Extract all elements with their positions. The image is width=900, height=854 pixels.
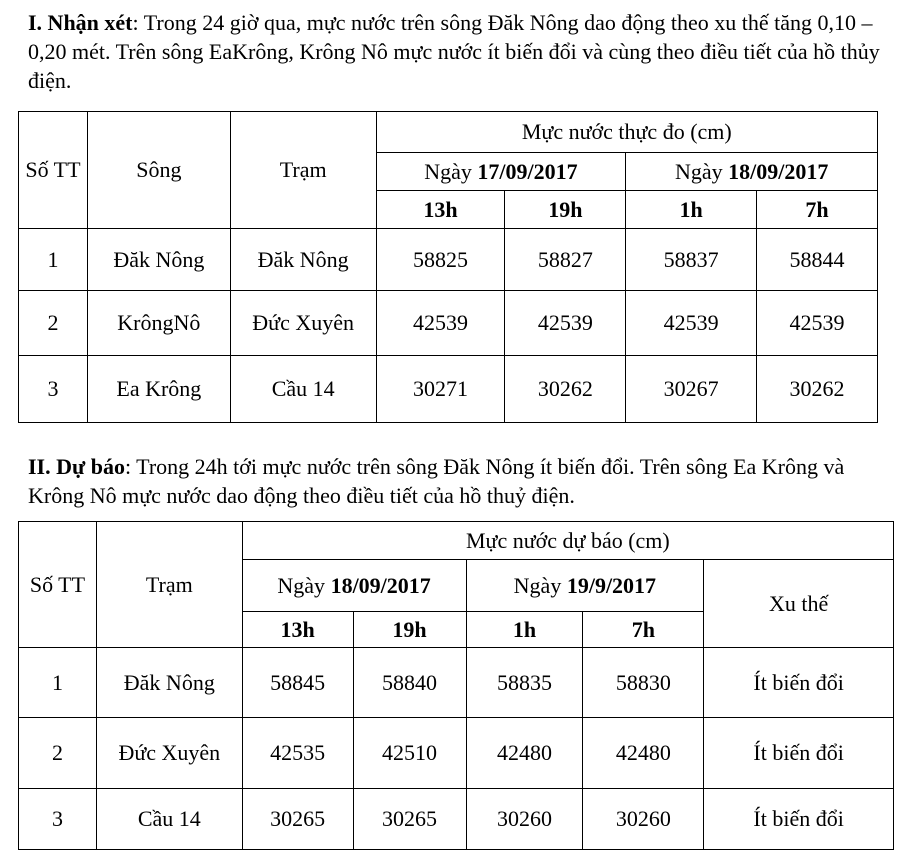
cell-value: 30265	[242, 789, 353, 850]
table-row	[19, 291, 878, 356]
cell-station: Cầu 14	[230, 356, 376, 423]
cell-value: 58825	[376, 229, 505, 291]
cell-value: 30260	[466, 789, 583, 850]
cell-stt: 1	[19, 648, 97, 718]
header-hour: 13h	[376, 191, 505, 229]
table-row	[19, 648, 894, 718]
header-day-1: Ngày 17/09/2017	[376, 153, 626, 191]
cell-value: 58830	[583, 648, 704, 718]
header-trend: Xu thế	[704, 560, 894, 648]
header-day-2: Ngày 19/9/2017	[466, 560, 704, 612]
cell-river: Đăk Nông	[87, 229, 230, 291]
cell-stt: 2	[19, 718, 97, 789]
cell-value: 30265	[353, 789, 466, 850]
cell-value: 42480	[583, 718, 704, 789]
cell-station: Đăk Nông	[96, 648, 242, 718]
header-hour: 19h	[353, 612, 466, 648]
cell-value: 42510	[353, 718, 466, 789]
observation-text: : Trong 24 giờ qua, mực nước trên sông Đăk Nông dao động theo xu thế tăng 0,10 – 0,20 mét. Trên sông EaKrông, Krông Nô mực nước ít biến đổi và cùng theo điều tiết của hồ thủy điện.	[28, 10, 880, 93]
header-hour: 7h	[583, 612, 704, 648]
cell-value: 58835	[466, 648, 583, 718]
cell-value: 42539	[626, 291, 757, 356]
header-forecast-level: Mực nước dự báo (cm)	[242, 522, 893, 560]
table-row	[19, 789, 894, 850]
cell-stt: 3	[19, 789, 97, 850]
header-river: Sông	[87, 112, 230, 229]
header-station: Trạm	[96, 522, 242, 648]
cell-value: 58845	[242, 648, 353, 718]
section-observation	[28, 8, 888, 95]
cell-value: 58837	[626, 229, 757, 291]
cell-trend: Ít biến đổi	[704, 648, 894, 718]
header-hour: 13h	[242, 612, 353, 648]
header-hour: 1h	[466, 612, 583, 648]
header-measured-level: Mực nước thực đo (cm)	[376, 112, 877, 153]
cell-value: 30262	[757, 356, 878, 423]
cell-value: 30271	[376, 356, 505, 423]
cell-value: 58844	[757, 229, 878, 291]
cell-value: 30262	[505, 356, 626, 423]
cell-value: 42480	[466, 718, 583, 789]
cell-value: 42535	[242, 718, 353, 789]
cell-value: 42539	[505, 291, 626, 356]
table-row	[19, 229, 878, 291]
forecast-water-level-table	[18, 521, 894, 850]
cell-station: Đức Xuyên	[230, 291, 376, 356]
cell-station: Cầu 14	[96, 789, 242, 850]
observation-heading: I. Nhận xét	[28, 10, 133, 35]
forecast-text: : Trong 24h tới mực nước trên sông Đăk Nông ít biến đổi. Trên sông Ea Krông và Krông Nô mực nước dao động theo điều tiết của hồ thuỷ điện.	[28, 454, 845, 508]
cell-river: KrôngNô	[87, 291, 230, 356]
header-station: Trạm	[230, 112, 376, 229]
cell-value: 42539	[376, 291, 505, 356]
cell-trend: Ít biến đổi	[704, 789, 894, 850]
cell-value: 58840	[353, 648, 466, 718]
section-forecast	[28, 452, 888, 510]
cell-river: Ea Krông	[87, 356, 230, 423]
cell-station: Đăk Nông	[230, 229, 376, 291]
forecast-heading: II. Dự báo	[28, 454, 125, 479]
cell-value: 58827	[505, 229, 626, 291]
header-hour: 7h	[757, 191, 878, 229]
cell-stt: 3	[19, 356, 88, 423]
header-day-1: Ngày 18/09/2017	[242, 560, 466, 612]
table-row	[19, 356, 878, 423]
header-hour: 1h	[626, 191, 757, 229]
header-stt: Số TT	[19, 522, 97, 648]
cell-value: 30267	[626, 356, 757, 423]
header-hour: 19h	[505, 191, 626, 229]
cell-value: 30260	[583, 789, 704, 850]
table-row	[19, 718, 894, 789]
measured-water-level-table	[18, 111, 878, 423]
cell-stt: 2	[19, 291, 88, 356]
header-stt: Số TT	[19, 112, 88, 229]
header-day-2: Ngày 18/09/2017	[626, 153, 878, 191]
cell-value: 42539	[757, 291, 878, 356]
cell-station: Đức Xuyên	[96, 718, 242, 789]
cell-trend: Ít biến đổi	[704, 718, 894, 789]
cell-stt: 1	[19, 229, 88, 291]
